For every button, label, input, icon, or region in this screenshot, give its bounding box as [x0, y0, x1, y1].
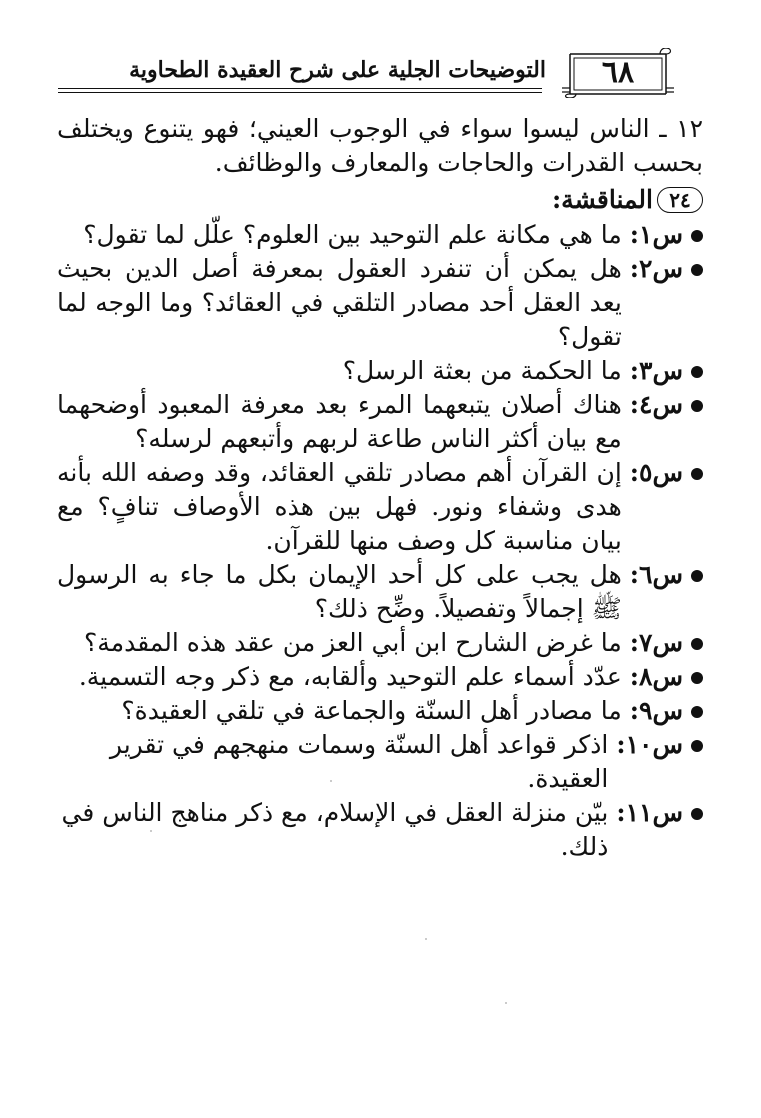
question-item: [57, 456, 703, 558]
section-number-badge: ٢٤: [657, 187, 703, 213]
question-item: [57, 218, 703, 252]
bullet-icon: [691, 468, 703, 480]
bullet-icon: [691, 672, 703, 684]
question-number: س١١:: [616, 798, 683, 827]
bullet-icon: [691, 638, 703, 650]
question-item: [57, 354, 703, 388]
question-text: هل يمكن أن تنفرد العقول بمعرفة أصل الدين بحيث يعد العقل أحد مصادر التلقي في العقائد؟ وما الوجه لما تقول؟: [57, 254, 622, 351]
question-text: ما مصادر أهل السنّة والجماعة في تلقي العقيدة؟: [121, 696, 622, 725]
question-number: س١٠:: [616, 730, 683, 759]
question-number: س٦:: [629, 560, 683, 589]
question-number: س٥:: [629, 458, 683, 487]
question-number: س٩:: [629, 696, 683, 725]
bullet-icon: [691, 706, 703, 718]
bullet-icon: [691, 400, 703, 412]
bullet-icon: [691, 808, 703, 820]
question-item: [57, 558, 703, 626]
question-text: ما الحكمة من بعثة الرسل؟: [342, 356, 622, 385]
question-number: س٣:: [629, 356, 683, 385]
bullet-icon: [691, 264, 703, 276]
section-label: المناقشة:: [551, 185, 653, 214]
question-number: س٢:: [629, 254, 683, 283]
question-text: إن القرآن أهم مصادر تلقي العقائد، وقد وصفه الله بأنه هدى وشفاء ونور. فهل بين هذه الأوصاف تنافٍ؟ مع بيان مناسبة كل وصف منها للقرآن.: [57, 458, 622, 555]
scan-speck: [425, 938, 427, 940]
question-text: هناك أصلان يتبعهما المرء بعد معرفة المعبود أوضحهما مع بيان أكثر الناس طاعة لربهم وأتبعهم لرسله؟: [57, 390, 622, 453]
question-number: س١:: [629, 220, 683, 249]
intro-paragraph: ١٢ ـ الناس ليسوا سواء في الوجوب العيني؛ فهو يتنوع ويختلف بحسب القدرات والحاجات والمعارف والوظائف.: [57, 114, 703, 177]
scan-speck: [505, 1002, 507, 1004]
question-number: س٧:: [629, 628, 683, 657]
question-item: [57, 694, 703, 728]
question-text: بيّن منزلة العقل في الإسلام، مع ذكر مناهج الناس في ذلك.: [61, 798, 609, 861]
question-text: اذكر قواعد أهل السنّة وسمات منهجهم في تقرير العقيدة.: [109, 730, 609, 793]
question-list: [57, 218, 703, 864]
scan-speck: [150, 830, 152, 832]
bullet-icon: [691, 570, 703, 582]
page-number-scroll: [562, 48, 674, 98]
running-title: التوضيحات الجلية على شرح العقيدة الطحاوية: [129, 57, 546, 83]
question-item: [57, 660, 703, 694]
question-text: ما غرض الشارح ابن أبي العز من عقد هذه المقدمة؟: [84, 628, 622, 657]
page-content: [57, 112, 703, 864]
question-number: س٨:: [629, 662, 683, 691]
page-header: [58, 48, 688, 100]
question-number: س٤:: [629, 390, 683, 419]
header-rule-thin: [58, 92, 542, 93]
question-item: [57, 626, 703, 660]
question-text: عدّد أسماء علم التوحيد وألقابه، مع ذكر وجه التسمية.: [78, 662, 622, 691]
bullet-icon: [691, 366, 703, 378]
question-item: [57, 796, 703, 864]
question-item: [57, 388, 703, 456]
page-number: ٦٨: [601, 55, 635, 90]
discussion-heading: [57, 182, 703, 218]
question-item: [57, 728, 703, 796]
question-text: ما هي مكانة علم التوحيد بين العلوم؟ علّل لما تقول؟: [83, 220, 622, 249]
header-rule: [58, 88, 542, 89]
question-text: هل يجب على كل أحد الإيمان بكل ما جاء به الرسول ﷺ إجمالاً وتفصيلاً. وضِّح ذلك؟: [57, 560, 622, 623]
bullet-icon: [691, 740, 703, 752]
question-item: [57, 252, 703, 354]
scan-speck: [330, 780, 332, 782]
bullet-icon: [691, 230, 703, 242]
